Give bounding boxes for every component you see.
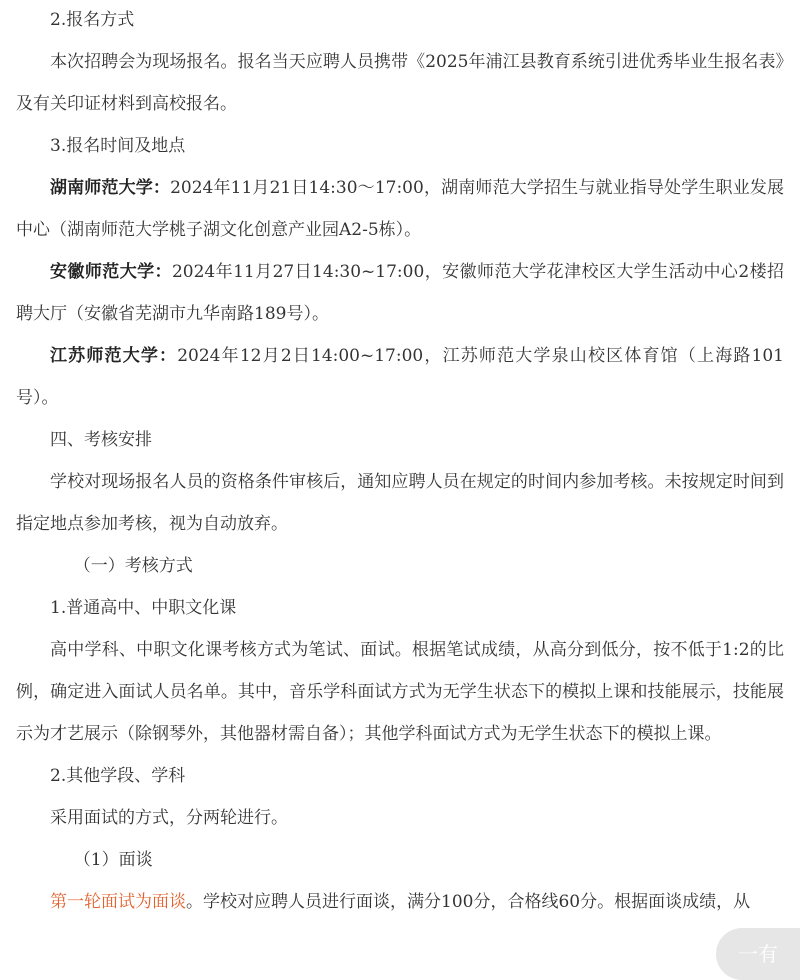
floating-widget[interactable]: 一有 bbox=[716, 928, 800, 980]
paragraph-other-levels-heading: 2.其他学段、学科 bbox=[50, 766, 186, 786]
paragraph-high-school-heading: 1.普通高中、中职文化课 bbox=[50, 598, 237, 618]
first-round-highlight: 第一轮面试为面谈 bbox=[50, 892, 186, 912]
anhui-details: 2024年11月27日14:30~17:00，安徽师范大学花津校区大学生活动中心2楼招聘大厅（安徽省芜湖市九华南路189号）。 bbox=[16, 262, 785, 324]
paragraph-assessment-intro: 学校对现场报名人员的资格条件审核后，通知应聘人员在规定的时间内参加考核。未按规定时间到指定地点参加考核，视为自动放弃。 bbox=[16, 472, 784, 534]
paragraph-hunan bbox=[0, 167, 800, 251]
paragraph-jiangsu bbox=[0, 335, 800, 419]
jiangsu-university-name: 江苏师范大学： bbox=[50, 346, 178, 366]
jiangsu-details: 2024年12月2日14:00~17:00，江苏师范大学泉山校区体育馆（上海路101号）。 bbox=[16, 346, 785, 408]
paragraph-high-school-details: 高中学科、中职文化课考核方式为笔试、面试。根据笔试成绩，从高分到低分，按不低于1:2的比例，确定进入面试人员名单。其中，音乐学科面试方式为无学生状态下的模拟上课和技能展示，技能展示为才艺展示（除钢琴外，其他器材需自备）；其他学科面试方式为无学生状态下的模拟上课。 bbox=[16, 640, 784, 744]
section-heading-assessment: 四、考核安排 bbox=[50, 430, 152, 450]
paragraph-two-rounds: 采用面试的方式，分两轮进行。 bbox=[50, 808, 288, 828]
hunan-details: 2024年11月21日14:30～17:00，湖南师范大学招生与就业指导处学生职业发展中心（湖南师范大学桃子湖文化创意产业园A2-5栋）。 bbox=[16, 178, 785, 240]
paragraph-registration-time-place: 3.报名时间及地点 bbox=[50, 136, 186, 156]
subsection-heading-assessment-method: （一）考核方式 bbox=[73, 556, 193, 576]
paragraph-anhui bbox=[0, 251, 800, 335]
paragraph-first-round bbox=[0, 881, 800, 923]
paragraph-registration-method: 2.报名方式 bbox=[50, 10, 135, 30]
first-round-details: 。学校对应聘人员进行面谈，满分100分，合格线60分。根据面谈成绩，从 bbox=[186, 892, 751, 912]
paragraph-registration-details: 本次招聘会为现场报名。报名当天应聘人员携带《2025年浦江县教育系统引进优秀毕业生报名表》及有关印证材料到高校报名。 bbox=[16, 52, 784, 114]
paragraph-interview-heading: （1）面谈 bbox=[73, 850, 153, 870]
hunan-university-name: 湖南师范大学： bbox=[50, 178, 171, 198]
anhui-university-name: 安徽师范大学： bbox=[50, 262, 172, 282]
